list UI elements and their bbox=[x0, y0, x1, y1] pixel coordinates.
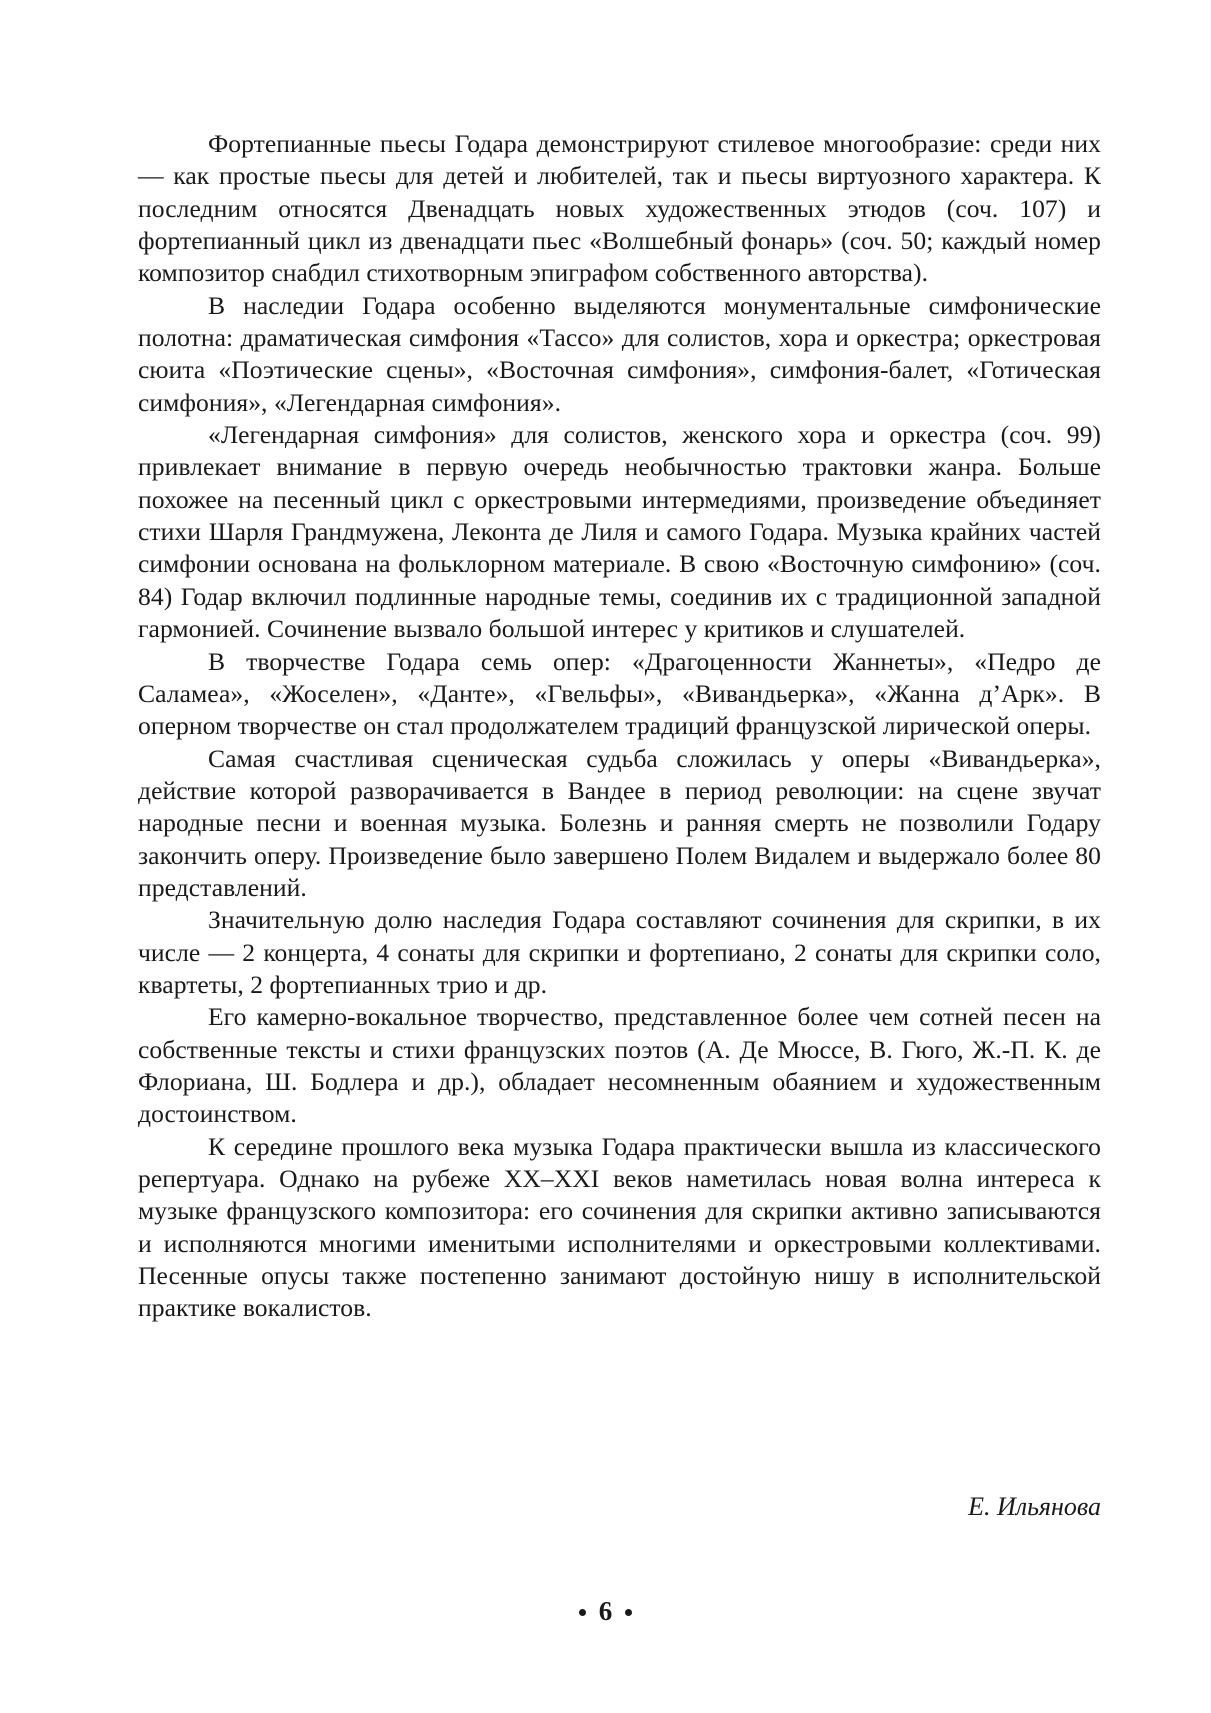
paragraph-violin-works: Значительную долю наследия Годара составляют сочинения для скрипки, в их числе — 2 концерта, 4 сонаты для скрипки и фортепиано, 2 сонаты для скрипки соло, квартеты, 2 фортепианных трио и др. bbox=[138, 905, 1101, 999]
paragraph-chamber-vocal: Его камерно-вокальное творчество, представленное более чем сотней песен на собственные тексты и стихи французских поэтов (А. Де Мюссе, В. Гюго, Ж.-П. К. де Флориана, Ш. Бодлера и др.), обладает несомненным обаянием и художественным достоинством. bbox=[138, 1002, 1101, 1129]
paragraph-vivandiere: Самая счастливая сценическая судьба сложилась у оперы «Вивандьерка», действие которой разворачивается в Вандее в период революции: на сцене звучат народные песни и военная музыка. Болезнь и ранняя смерть не позволили Годару закончить оперу. Произведение было завершено Полем Видалем и выдержало более 80 представлений. bbox=[138, 743, 1101, 902]
page-number: 6 bbox=[598, 1596, 613, 1626]
page-number-footer bbox=[0, 1595, 1211, 1627]
author-signature: Е. Ильянова bbox=[968, 1492, 1101, 1521]
bullet-right-icon bbox=[625, 1609, 632, 1616]
paragraph-piano-pieces: Фортепианные пьесы Годара демонстрируют стилевое многообразие: среди них — как простые пьесы для детей и любителей, так и пьесы виртуозного характера. К последним относятся Двенадцать новых художественных этюдов (соч. 107) и фортепианный цикл из двенадцати пьес «Волшебный фонарь» (соч. 50; каждый номер композитор снабдил стихотворным эпиграфом собственного авторства). bbox=[138, 129, 1101, 288]
bullet-left-icon bbox=[579, 1609, 586, 1616]
paragraph-symphonic-works: В наследии Годара особенно выделяются монументальные симфонические полотна: драматическая симфония «Тассо» для солистов, хора и оркестра; оркестровая сюита «Поэтические сцены», «Восточная симфония», симфония-балет, «Готическая симфония», «Легендарная симфония». bbox=[138, 290, 1101, 417]
paragraph-revival: К середине прошлого века музыка Годара практически вышла из классического репертуара. Однако на рубеже XX–XXI веков наметилась новая волна интереса к музыке французского композитора: его сочинения для скрипки активно записываются и исполняются многими именитыми исполнителями и оркестровыми коллективами. Песенные опусы также постепенно занимают достойную нишу в исполнительской практике вокалистов. bbox=[138, 1131, 1101, 1323]
paragraph-legendary-symphony: «Легендарная симфония» для солистов, женского хора и оркестра (соч. 99) привлекает внимание в первую очередь необычностью трактовки жанра. Больше похожее на песенный цикл с оркестровыми интермедиями, произведение объединяет стихи Шарля Грандмужена, Леконта де Лиля и самого Годара. Музыка крайних частей симфонии основана на фольклорном материале. В свою «Восточную симфонию» (соч. 84) Годар включил подлинные народные темы, соединив их с традиционной западной гармонией. Сочинение вызвало большой интерес у критиков и слушателей. bbox=[138, 420, 1101, 644]
article-body bbox=[138, 128, 1101, 1325]
paragraph-operas: В творчестве Годара семь опер: «Драгоценности Жаннеты», «Педро де Саламеа», «Жоселен», «Данте», «Гвельфы», «Вивандьерка», «Жанна д’Арк». В оперном творчестве он стал продолжателем традиций французской лирической оперы. bbox=[138, 646, 1101, 741]
